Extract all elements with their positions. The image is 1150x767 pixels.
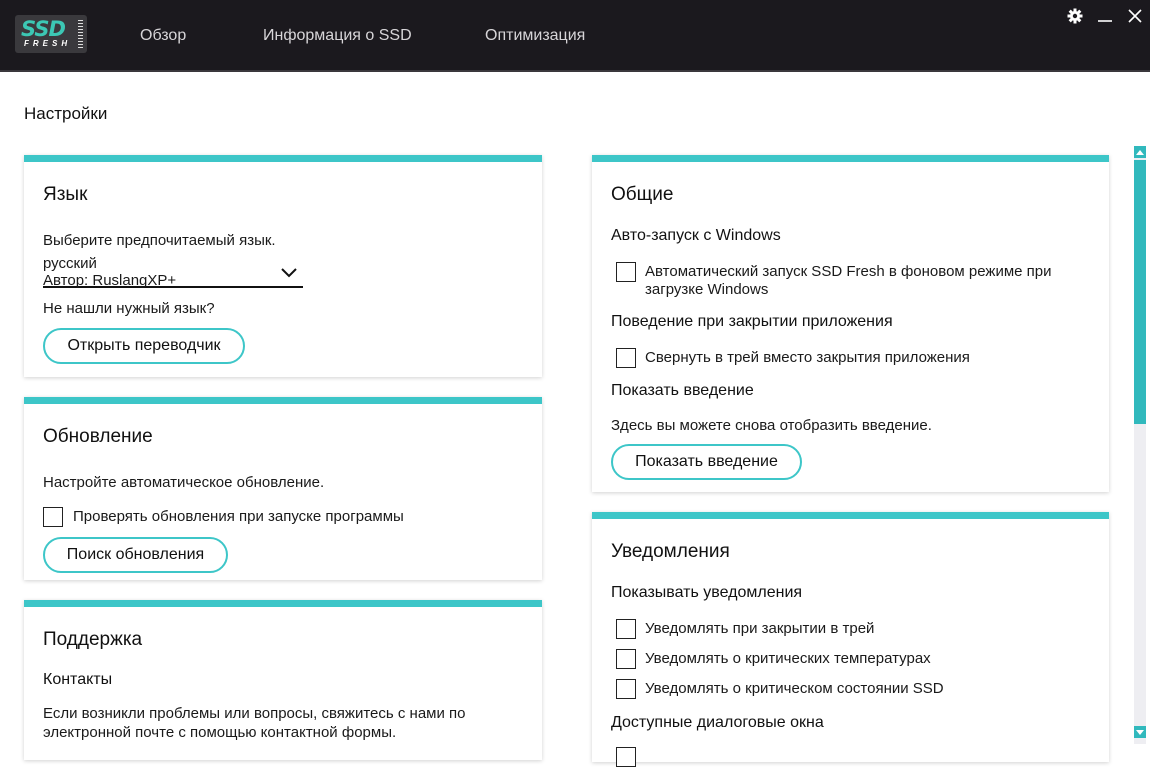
check-updates-on-start-checkbox[interactable] (43, 507, 63, 527)
update-card (24, 397, 542, 580)
settings-button[interactable] (1064, 5, 1086, 27)
support-card (24, 600, 542, 760)
minimize-icon (1097, 8, 1113, 24)
autostart-checkbox[interactable] (616, 262, 636, 282)
language-select[interactable] (43, 246, 303, 288)
app-logo (15, 15, 87, 53)
show-intro-button[interactable]: Показать введение (611, 444, 802, 480)
autostart-label-line1[interactable]: Автоматический запуск SSD Fresh в фоновом режиме при (645, 263, 1052, 280)
title-bar (0, 0, 1150, 72)
language-title: Язык (43, 184, 88, 205)
close-icon (1127, 8, 1143, 24)
autostart-heading: Авто-запуск с Windows (611, 227, 781, 244)
logo-fresh-text: FRESH (24, 39, 72, 48)
update-title: Обновление (43, 426, 153, 447)
notifications-title: Уведомления (611, 541, 730, 562)
notify-ssd-state-checkbox[interactable] (616, 679, 636, 699)
contacts-heading: Контакты (43, 671, 113, 688)
dialog-option-checkbox[interactable] (616, 747, 636, 767)
search-update-button[interactable]: Поиск обновления (43, 537, 228, 573)
support-title: Поддержка (43, 629, 143, 650)
chevron-down-icon (281, 268, 297, 278)
vertical-scrollbar[interactable] (1134, 146, 1146, 744)
nav-overview[interactable]: Обзор (140, 27, 187, 44)
minimize-to-tray-checkbox[interactable] (616, 348, 636, 368)
page-title: Настройки (24, 104, 108, 123)
nav-optimization[interactable]: Оптимизация (485, 27, 586, 44)
contacts-text-line1: Если возникли проблемы или вопросы, свяжитесь с нами по (43, 705, 466, 722)
notify-temperature-checkbox[interactable] (616, 649, 636, 669)
notify-temperature-label[interactable]: Уведомлять о критических температурах (645, 650, 931, 667)
language-card (24, 155, 542, 377)
notifications-card (592, 512, 1109, 762)
notify-tray-checkbox[interactable] (616, 619, 636, 639)
check-updates-on-start-label[interactable]: Проверять обновления при запуске программы (73, 508, 404, 525)
intro-description: Здесь вы можете снова отобразить введение. (611, 417, 932, 434)
logo-ssd-text: SSD (21, 17, 65, 41)
show-notifications-heading: Показывать уведомления (611, 584, 803, 601)
minimize-button[interactable] (1094, 5, 1116, 27)
language-selected-author: Автор: RuslangXP+ (43, 272, 177, 289)
arrow-up-icon (1136, 150, 1144, 155)
autostart-label-line2[interactable]: загрузке Windows (645, 281, 769, 298)
notify-tray-label[interactable]: Уведомлять при закрытии в трей (645, 620, 875, 637)
close-button[interactable] (1124, 5, 1146, 27)
scroll-thumb[interactable] (1134, 160, 1146, 424)
language-prompt: Выберите предпочитаемый язык. (43, 232, 276, 249)
dialogs-heading: Доступные диалоговые окна (611, 714, 824, 731)
general-title: Общие (611, 184, 674, 205)
open-translator-button[interactable]: Открыть переводчик (43, 328, 245, 364)
logo-bars-icon (78, 20, 83, 48)
close-behavior-heading: Поведение при закрытии приложения (611, 313, 893, 330)
scroll-down-button[interactable] (1134, 726, 1146, 738)
notify-ssd-state-label[interactable]: Уведомлять о критическом состоянии SSD (645, 680, 944, 697)
nav-ssd-info[interactable]: Информация о SSD (263, 27, 412, 44)
scroll-up-button[interactable] (1134, 146, 1146, 158)
update-description: Настройте автоматическое обновление. (43, 474, 325, 491)
contacts-text-line2: электронной почте с помощью контактной формы. (43, 724, 397, 741)
minimize-to-tray-label[interactable]: Свернуть в трей вместо закрытия приложения (645, 349, 970, 366)
language-missing-text: Не нашли нужный язык? (43, 300, 215, 317)
intro-heading: Показать введение (611, 382, 754, 399)
gear-icon (1067, 8, 1083, 24)
arrow-down-icon (1136, 730, 1144, 735)
general-card (592, 155, 1109, 492)
language-selected-name: русский (43, 255, 97, 272)
